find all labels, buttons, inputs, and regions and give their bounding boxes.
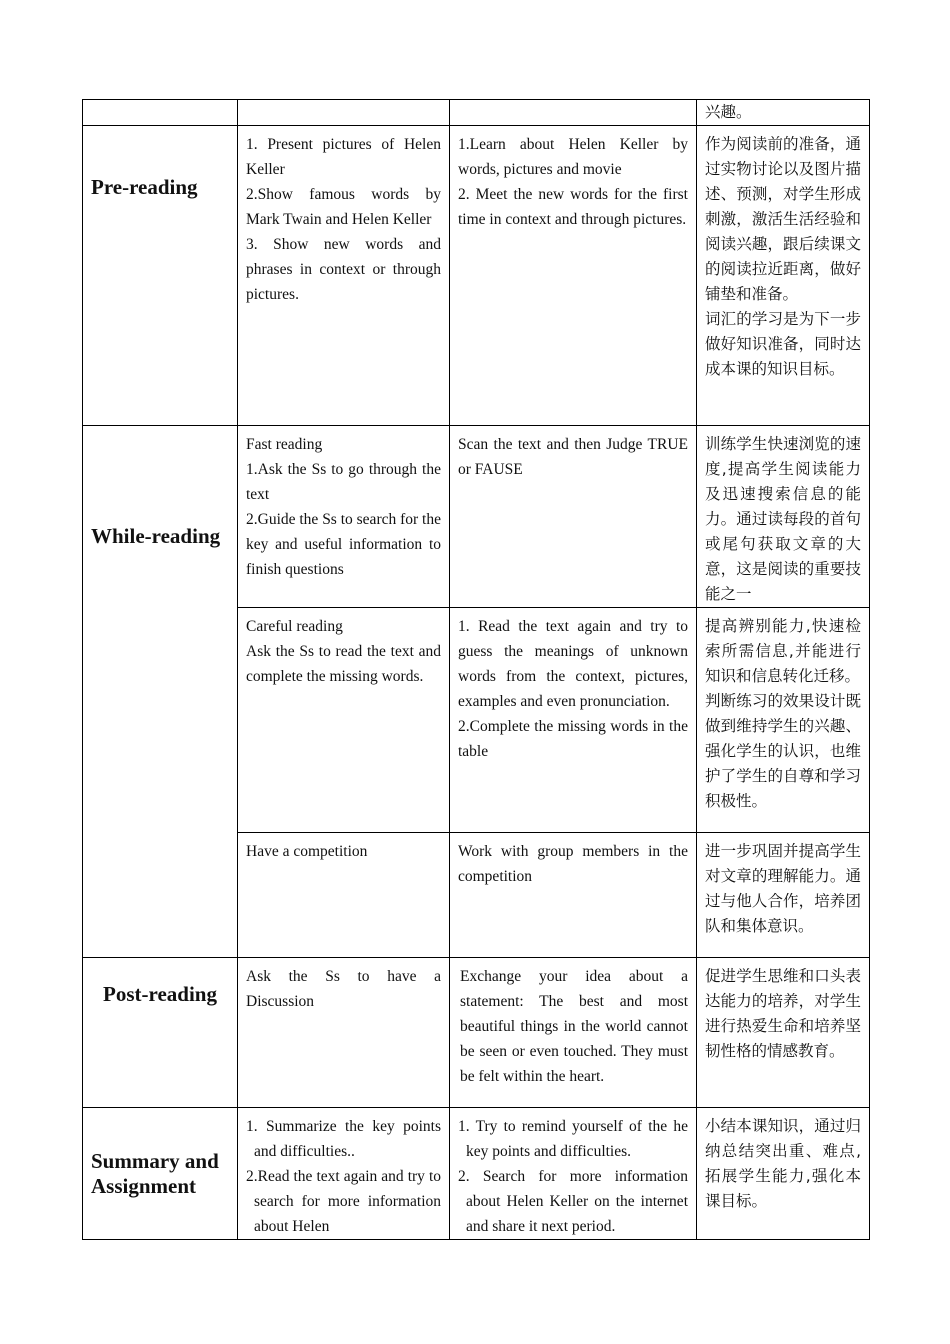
item-text: 1.Learn about Helen Keller by words, pictures and movie <box>458 136 688 178</box>
cell-student-activity: Exchange your idea about a statement: The best and most beautiful things in the world cannot be seen or even touched. They must be felt within the heart. <box>450 958 697 1108</box>
item-text: Fast reading <box>246 436 323 453</box>
cell-student-empty <box>450 100 697 126</box>
item-text: 2. Search for more information about Helen Keller on the internet and share it next period. <box>458 1168 688 1235</box>
cell-student-activity: Scan the text and then Judge TRUE or FAUSE <box>450 426 697 608</box>
cell-purpose <box>697 608 870 833</box>
item-text: 作为阅读前的准备，通过实物讨论以及图片描述、预测，对学生形成刺激，激活生活经验和阅读兴趣，跟后续课文的阅读拉近距离，做好铺垫和准备。 <box>705 135 861 303</box>
item-text: 提高辨别能力,快速检索所需信息,并能进行知识和信息转化迁移。 <box>705 617 861 685</box>
cell-purpose <box>697 126 870 426</box>
cell-student-activity <box>450 126 697 426</box>
item-text: 2.Complete the missing words in the table <box>458 718 688 760</box>
table-row-post-reading <box>83 958 870 1108</box>
cell-student-activity <box>450 1108 697 1240</box>
cell-purpose: 训练学生快速浏览的速度,提高学生阅读能力及迅速搜索信息的能力。通过读每段的首句或尾句获取文章的大意，这是阅读的重要技能之一 <box>697 426 870 608</box>
cell-student-activity: Work with group members in the competition <box>450 833 697 958</box>
item-text: 1. Summarize the key points and difficulties.. <box>246 1118 441 1160</box>
cell-teacher-activity <box>238 426 450 608</box>
item-text: Ask the Ss to read the text and complete the missing words. <box>246 643 441 685</box>
table-row-summary <box>83 1108 870 1240</box>
stage-summary-assignment: Summary and Assignment <box>83 1108 238 1240</box>
cell-student-activity <box>450 608 697 833</box>
cell-teacher-activity: Have a competition <box>238 833 450 958</box>
item-text: 2.Read the text again and try to search for more information about Helen <box>246 1168 441 1235</box>
stage-while-reading: While-reading <box>83 426 238 958</box>
cell-teacher-activity <box>238 126 450 426</box>
cell-stage-empty <box>83 100 238 126</box>
cell-teacher-empty <box>238 100 450 126</box>
cell-purpose: 小结本课知识，通过归纳总结突出重、难点,拓展学生能力,强化本课目标。 <box>697 1108 870 1240</box>
stage-post-reading: Post-reading <box>83 958 238 1108</box>
stage-pre-reading: Pre-reading <box>83 126 238 426</box>
cell-purpose: 兴趣。 <box>697 100 870 126</box>
item-text: Careful reading <box>246 618 343 635</box>
item-text: 词汇的学习是为下一步做好知识准备，同时达成本课的知识目标。 <box>705 310 861 378</box>
item-text: 1. Present pictures of Helen Keller <box>246 136 441 178</box>
item-text: 3. Show new words and phrases in context or through pictures. <box>246 236 441 303</box>
item-text: 1. Try to remind yourself of the he key points and difficulties. <box>458 1118 688 1160</box>
cell-purpose: 促进学生思维和口头表达能力的培养，对学生进行热爱生命和培养坚韧性格的情感教育。 <box>697 958 870 1108</box>
lesson-plan-table <box>82 99 870 1240</box>
table-row-fast-reading <box>83 426 870 608</box>
item-text: 1.Ask the Ss to go through the text <box>246 461 441 503</box>
table-row-continuation <box>83 100 870 126</box>
item-text: 1. Read the text again and try to guess the meanings of unknown words from the context, pictures, examples and even pronunciation. <box>458 618 688 710</box>
cell-teacher-activity: Ask the Ss to have a Discussion <box>238 958 450 1108</box>
cell-teacher-activity <box>238 1108 450 1240</box>
table-row-pre-reading <box>83 126 870 426</box>
item-text: 2.Guide the Ss to search for the key and useful information to finish questions <box>246 511 441 578</box>
item-text: 判断练习的效果设计既做到维持学生的兴趣、强化学生的认识，也维护了学生的自尊和学习积极性。 <box>705 692 861 810</box>
item-text: 2.Show famous words by Mark Twain and Helen Keller <box>246 186 441 228</box>
item-text: 2. Meet the new words for the first time in context and through pictures. <box>458 186 688 228</box>
cell-teacher-activity <box>238 608 450 833</box>
cell-purpose: 进一步巩固并提高学生对文章的理解能力。通过与他人合作，培养团队和集体意识。 <box>697 833 870 958</box>
